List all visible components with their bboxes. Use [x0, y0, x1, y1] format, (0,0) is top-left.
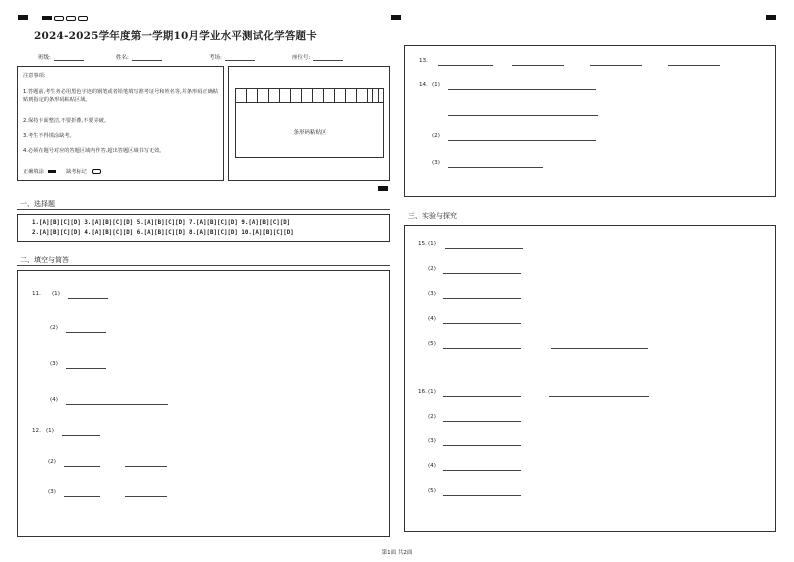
q12-part3-label: (3): [48, 489, 56, 495]
q14-part3-line[interactable]: [448, 166, 543, 168]
fill-section-title: 二、填空与简答: [20, 256, 69, 264]
timing-box-2: [66, 16, 76, 21]
timing-mark-small: [42, 16, 52, 20]
page-footer: 第1面 共2面: [381, 550, 413, 556]
q16-part5-label: (5): [428, 488, 436, 494]
q14-number: 14.: [419, 82, 428, 88]
seat-field[interactable]: [313, 54, 343, 61]
absent-label: 缺考标记: [66, 169, 87, 175]
q14-part1-label: (1): [432, 82, 440, 88]
timing-box-1: [54, 16, 64, 21]
choice-row-2[interactable]: 2.[A][B][C][D] 4.[A][B][C][D] 6.[A][B][C][D] 8.[A][B][C][D] 10.[A][B][C][D]: [32, 230, 294, 236]
q12-part3-line-b[interactable]: [125, 495, 167, 497]
q16-part5-line[interactable]: [443, 494, 521, 496]
class-field[interactable]: [54, 54, 84, 61]
notice-item-2: 2.保持卡面整洁,不要折叠,不要弄破。: [23, 118, 110, 124]
q11-part1-label: (1): [52, 291, 60, 297]
room-label-text: 考场:: [209, 55, 222, 61]
q15-part3-label: (3): [428, 291, 436, 297]
timing-mark-mid: [378, 186, 388, 191]
q15-part5-label: (5): [428, 341, 436, 347]
q15-part4-line[interactable]: [443, 322, 521, 324]
q11-part4-label: (4): [50, 397, 58, 403]
barcode-panel: [228, 66, 390, 181]
q13-number: 13.: [419, 58, 428, 64]
q12-part2-line-b[interactable]: [125, 465, 167, 467]
q15-part1-label: (1): [428, 241, 436, 247]
q14-part2-label: (2): [432, 133, 440, 139]
q15-number: 15.: [418, 241, 427, 247]
correct-fill-row: [23, 168, 101, 175]
q15-part2-line[interactable]: [443, 272, 521, 274]
q16-part1-label: (1): [428, 389, 436, 395]
q12-number: 12.: [32, 428, 41, 434]
seat-label: [292, 53, 343, 61]
q15-part4-label: (4): [428, 316, 436, 322]
timing-box-3: [78, 16, 88, 21]
q11-part2-line[interactable]: [66, 331, 106, 333]
q16-part4-label: (4): [428, 463, 436, 469]
q16-part1-line-a[interactable]: [443, 395, 521, 397]
class-label-text: 班级:: [38, 55, 51, 61]
class-label: [38, 53, 84, 61]
q11-number: 11.: [32, 291, 41, 297]
q15-part5-line-a[interactable]: [443, 347, 521, 349]
notice-heading: 注意事项:: [23, 73, 46, 79]
timing-mark-top-left: [18, 15, 28, 20]
page-title: 2024-2025学年度第一学期10月学业水平测试化学答题卡: [34, 30, 317, 42]
q11-part2-label: (2): [50, 325, 58, 331]
q15-part2-label: (2): [428, 266, 436, 272]
q16-part2-line[interactable]: [443, 420, 521, 422]
q11-part3-label: (3): [50, 361, 58, 367]
q16-part2-label: (2): [428, 414, 436, 420]
q12-part2-line-a[interactable]: [64, 465, 100, 467]
choice-box: [17, 214, 390, 242]
choice-title-rule: [17, 208, 390, 210]
q16-part3-label: (3): [428, 438, 436, 444]
room-field[interactable]: [225, 54, 255, 61]
notice-item-4: 4.必须在题号对应的答题区域内作答,超出答题区域书写无效。: [23, 148, 165, 154]
exam-number-cell[interactable]: [372, 88, 384, 103]
choice-row-1[interactable]: 1.[A][B][C][D] 3.[A][B][C][D] 5.[A][B][C][D] 7.[A][B][C][D] 9.[A][B][C][D]: [32, 220, 291, 226]
q13-q14-answer-box: [404, 45, 776, 197]
q16-part3-line[interactable]: [443, 444, 521, 446]
q14-part2-line[interactable]: [448, 139, 596, 141]
name-label-text: 姓名:: [116, 55, 129, 61]
name-label: [116, 53, 162, 61]
q15-part3-line[interactable]: [443, 297, 521, 299]
q12-part1-label: (1): [46, 428, 54, 434]
notice-item-3: 3.考生不得填涂缺考。: [23, 133, 75, 139]
q13-line-3[interactable]: [590, 64, 642, 66]
q12-part2-label: (2): [48, 459, 56, 465]
q13-line-4[interactable]: [668, 64, 720, 66]
notice-item-1: 1.答题前,考生务必用黑色字迹的钢笔或者铅笔填写准考证号和姓名等,并条形码正确粘贴到指定的条形码粘贴区域。: [23, 89, 218, 103]
room-label: [209, 53, 255, 61]
timing-mark-top-right: [766, 15, 776, 20]
name-field[interactable]: [132, 54, 162, 61]
choice-section-title: 一、选择题: [20, 200, 55, 208]
barcode-label: 条形码粘贴区: [293, 130, 327, 136]
q13-line-2[interactable]: [512, 64, 564, 66]
q12-part1-line[interactable]: [62, 434, 100, 436]
experiment-section-title: 三、实验与探究: [408, 212, 457, 220]
q15-part1-line[interactable]: [445, 247, 523, 249]
fill-title-rule: [17, 264, 390, 266]
notice-box: [17, 66, 224, 181]
q16-part1-line-b[interactable]: [549, 395, 649, 397]
timing-mark-top-center: [391, 15, 401, 20]
exam-number-grid[interactable]: [235, 88, 384, 103]
correct-fill-label: 正确填涂: [23, 169, 44, 175]
seat-label-text: 座位号:: [292, 55, 311, 61]
q16-part4-line[interactable]: [443, 469, 521, 471]
correct-fill-sample: [48, 170, 56, 173]
q13-line-1[interactable]: [438, 64, 493, 66]
q16-number: 16.: [418, 389, 427, 395]
q12-part3-line-a[interactable]: [64, 495, 100, 497]
q15-part5-line-b[interactable]: [551, 347, 648, 349]
q14-part1-line-b[interactable]: [448, 114, 598, 116]
q14-part1-line-a[interactable]: [448, 88, 596, 90]
absent-checkbox[interactable]: [92, 169, 101, 174]
q11-part4-line[interactable]: [66, 403, 168, 405]
q14-part3-label: (3): [432, 160, 440, 166]
q11-part3-line[interactable]: [66, 367, 106, 369]
q11-part1-line[interactable]: [68, 297, 108, 299]
